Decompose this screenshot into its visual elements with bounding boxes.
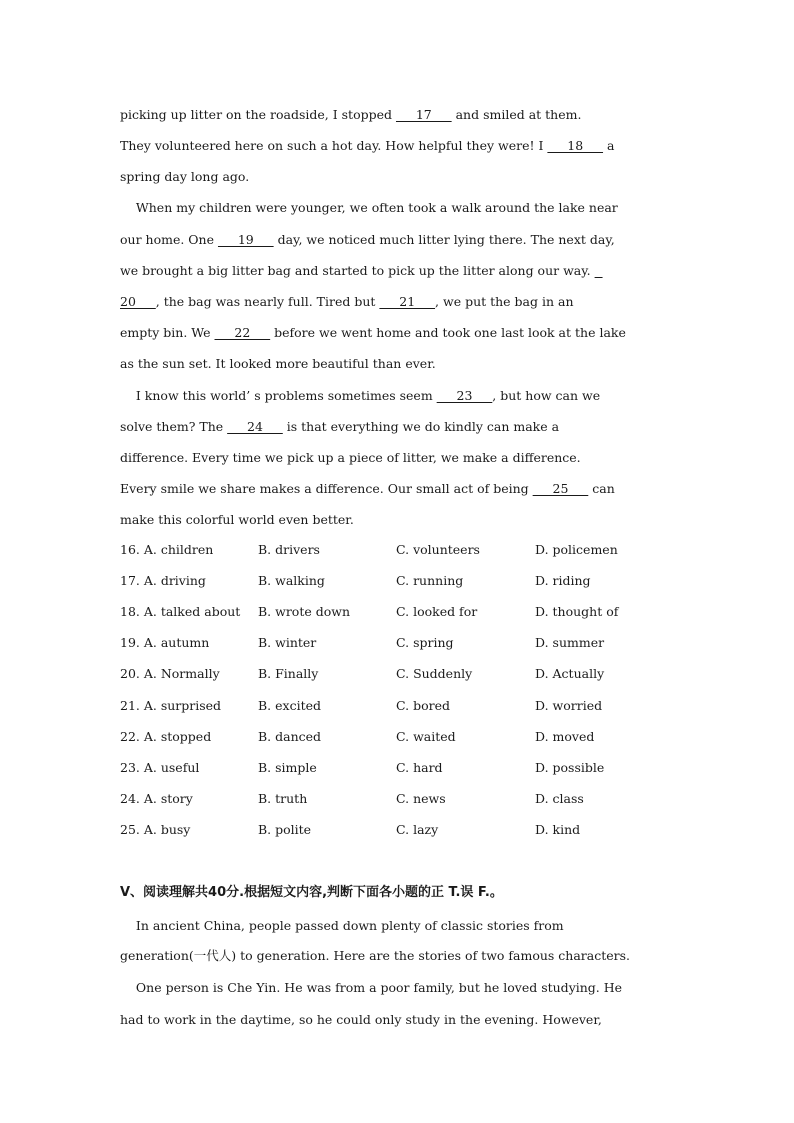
option-row-17: 17. A. driving B. walking C. running D. riding bbox=[120, 573, 591, 588]
passage-line: as the sun set. It looked more beautiful than ever. bbox=[120, 356, 436, 371]
passage-line: One person is Che Yin. He was from a poor family, but he loved studying. He bbox=[120, 980, 623, 995]
blank-21: 21 bbox=[379, 294, 436, 309]
blank-25: 25 bbox=[532, 481, 589, 496]
passage-line: generation(一代人) to generation. Here are the stories of two famous characters. bbox=[120, 948, 631, 963]
blank-23: 23 bbox=[436, 388, 493, 403]
option-row-23: 23. A. useful B. simple C. hard D. possible bbox=[120, 760, 605, 775]
passage-line: had to work in the daytime, so he could only study in the evening. However, bbox=[120, 1012, 602, 1027]
passage-line: we brought a big litter bag and started to pick up the litter along our way. bbox=[120, 263, 603, 279]
passage-line: They volunteered here on such a hot day. How helpful they were! I 18 a bbox=[120, 138, 615, 153]
passage-line: When my children were younger, we often took a walk around the lake near bbox=[120, 200, 618, 215]
passage-line: our home. One 19 day, we noticed much litter lying there. The next day, bbox=[120, 232, 615, 247]
passage-line: empty bin. We 22 before we went home and took one last look at the lake bbox=[120, 325, 626, 340]
option-row-20: 20. A. Normally B. Finally C. Suddenly D. Actually bbox=[120, 666, 605, 681]
passage-line: picking up litter on the roadside, I stopped 17 and smiled at them. bbox=[120, 107, 582, 122]
option-row-16: 16. A. children B. drivers C. volunteers D. policemen bbox=[120, 542, 618, 557]
blank-17: 17 bbox=[395, 107, 452, 122]
option-row-18: 18. A. talked about B. wrote down C. looked for D. thought of bbox=[120, 604, 619, 619]
blank-20: 20 bbox=[120, 294, 156, 309]
option-row-22: 22. A. stopped B. danced C. waited D. moved bbox=[120, 729, 595, 744]
passage-line: make this colorful world even better. bbox=[120, 512, 354, 527]
passage-line: 20 , the bag was nearly full. Tired but 21 , we put the bag in an bbox=[120, 294, 574, 309]
section-heading: V、阅读理解共40分.根据短文内容,判断下面各小题的正 T.误 F.。 bbox=[120, 885, 503, 900]
passage-line: I know this world’ s problems sometimes seem 23 , but how can we bbox=[120, 388, 601, 403]
passage-line: spring day long ago. bbox=[120, 169, 250, 184]
option-row-24: 24. A. story B. truth C. news D. class bbox=[120, 791, 584, 806]
option-row-25: 25. A. busy B. polite C. lazy D. kind bbox=[120, 822, 581, 837]
option-row-19: 19. A. autumn B. winter C. spring D. summer bbox=[120, 635, 605, 650]
blank-20-start bbox=[595, 263, 603, 279]
blank-24: 24 bbox=[227, 419, 283, 434]
blank-22: 22 bbox=[214, 325, 271, 340]
passage-line: solve them? The 24 is that everything we do kindly can make a bbox=[120, 419, 560, 434]
blank-19: 19 bbox=[217, 232, 274, 247]
passage-line: In ancient China, people passed down plenty of classic stories from bbox=[120, 918, 564, 933]
passage-line: difference. Every time we pick up a piece of litter, we make a difference. bbox=[120, 450, 581, 465]
blank-18: 18 bbox=[547, 138, 604, 153]
passage-line: Every smile we share makes a difference. Our small act of being 25 can bbox=[120, 481, 615, 496]
option-row-21: 21. A. surprised B. excited C. bored D. worried bbox=[120, 698, 603, 713]
